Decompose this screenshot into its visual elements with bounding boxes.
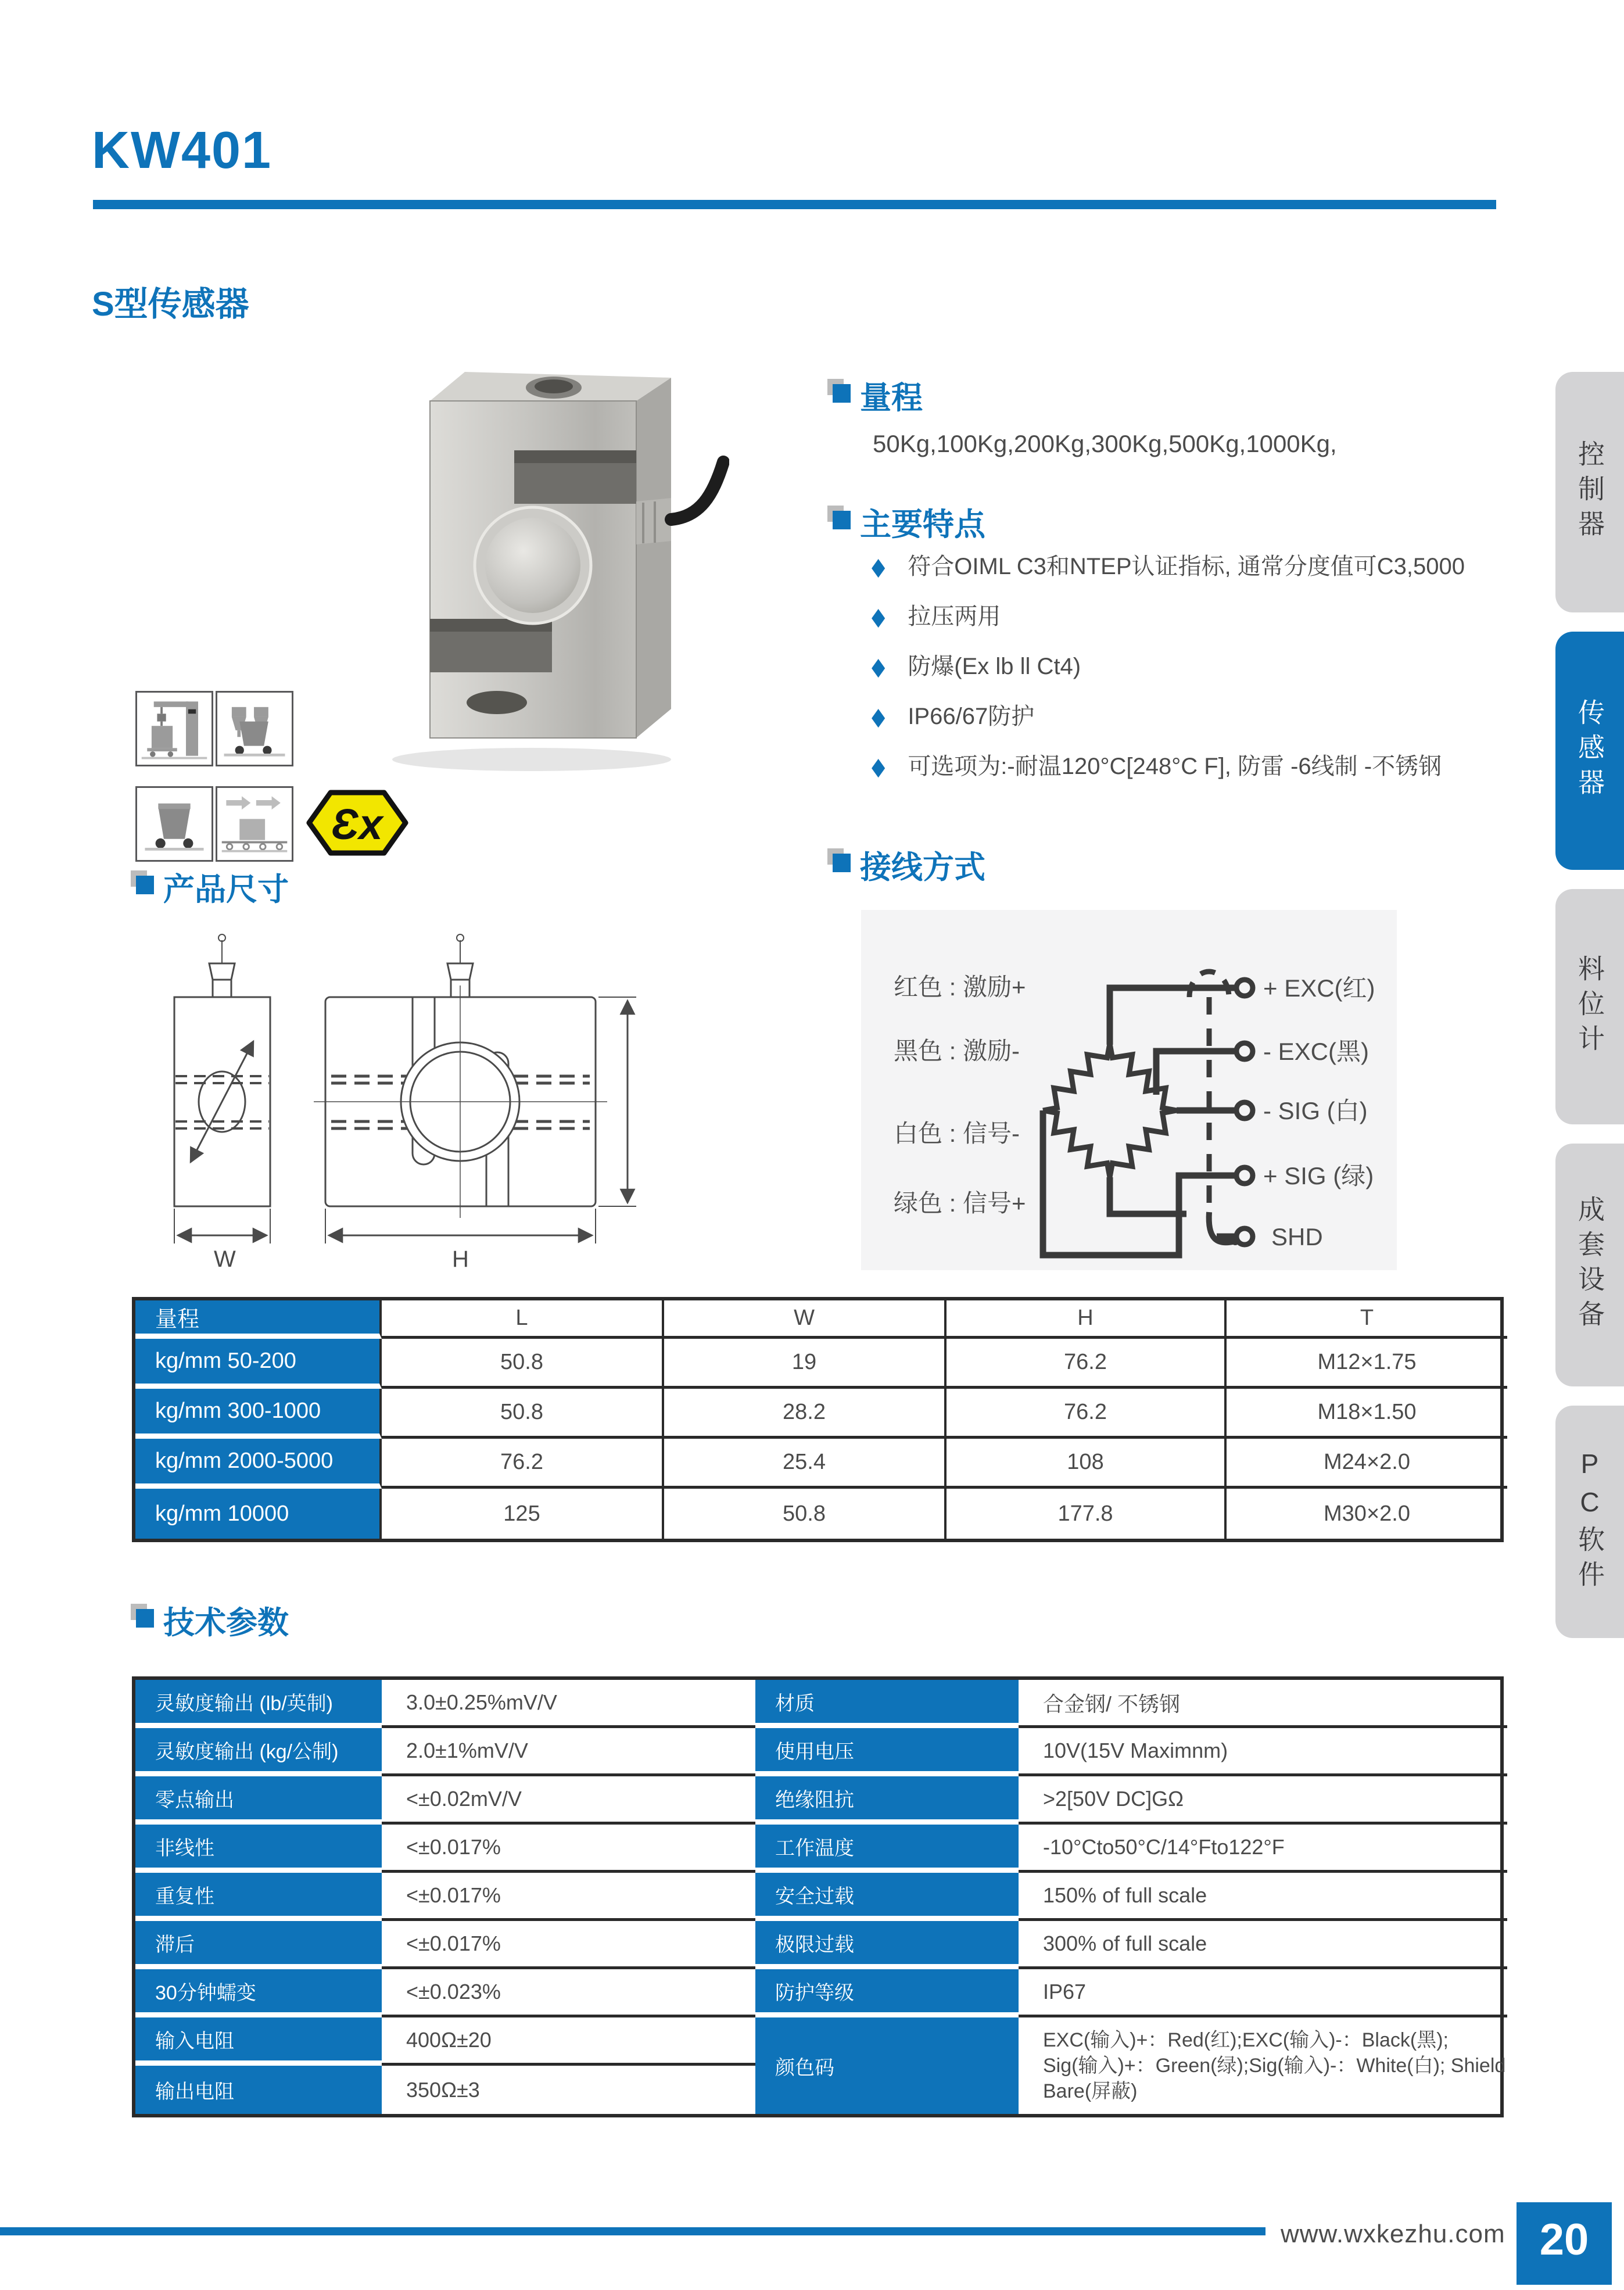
hopper-scale-icon — [135, 786, 213, 862]
sidebar-tab-sensors[interactable] — [1555, 632, 1624, 870]
row-label: 绝缘阻抗 — [755, 1776, 1019, 1825]
tab-label: 控制器 — [1575, 440, 1605, 544]
cell: 108 — [947, 1439, 1227, 1489]
row-label: 安全过载 — [755, 1873, 1019, 1921]
sidebar-tab-controllers[interactable] — [1555, 372, 1624, 612]
cell: <±0.02mV/V — [382, 1776, 755, 1825]
diamond-bullet-icon: ◆ — [872, 752, 886, 780]
spec-table — [132, 1676, 1504, 2117]
terminal-circles — [1236, 980, 1253, 1245]
wire-label: 黑色 : 激励- — [894, 1037, 1020, 1065]
table-row — [135, 1489, 1507, 1539]
column-header: L — [382, 1300, 664, 1339]
row-label: 灵敏度输出 (kg/公制) — [135, 1728, 382, 1776]
sidebar-tab-pc-software[interactable] — [1555, 1406, 1624, 1638]
diamond-bullet-icon: ◆ — [872, 603, 886, 630]
cell: 125 — [382, 1489, 664, 1539]
cell: 50.8 — [382, 1339, 664, 1389]
feature-text: 拉压两用 — [908, 604, 1001, 629]
feature-text: IP66/67防护 — [908, 704, 1035, 729]
cell: M30×2.0 — [1324, 1501, 1410, 1526]
tab-label: PC软件 — [1575, 1449, 1605, 1595]
product-photo-s-load-cell — [322, 346, 729, 787]
cell: 300% of full scale — [1019, 1921, 1507, 1969]
row-label: 30分钟蠕变 — [135, 1969, 382, 2017]
cell: >2[50V DC]GΩ — [1019, 1776, 1507, 1825]
cell: 76.2 — [382, 1439, 664, 1489]
cell: 150% of full scale — [1019, 1873, 1507, 1921]
row-label: 重复性 — [135, 1873, 382, 1921]
cell: <±0.017% — [382, 1825, 755, 1873]
row-label: kg/mm 300-1000 — [135, 1389, 382, 1439]
row-label: 极限过载 — [755, 1921, 1019, 1969]
range-values: 50Kg,100Kg,200Kg,300Kg,500Kg,1000Kg, — [873, 430, 1337, 457]
section-marker-icon — [131, 1604, 159, 1632]
dim-label-h: H — [452, 1246, 469, 1272]
cell: 10V(15V Maximnm) — [1019, 1728, 1507, 1776]
diamond-bullet-icon: ◆ — [872, 553, 886, 580]
row-label: 颜色码 — [755, 2017, 1019, 2114]
row-label: 输出电阻 — [135, 2066, 382, 2114]
row-label: kg/mm 2000-5000 — [135, 1439, 382, 1489]
terminal-label: + EXC(红) — [1263, 974, 1375, 1002]
terminal-label: - SIG (白) — [1263, 1097, 1368, 1124]
row-label: 材质 — [755, 1680, 1019, 1728]
feature-text: 符合OIML C3和NTEP认证指标, 通常分度值可C3,5000 — [908, 554, 1465, 579]
section-title: 技术参数 — [163, 1605, 289, 1640]
table-row — [135, 1825, 1507, 1873]
cell: 合金钢/ 不锈钢 — [1019, 1680, 1507, 1728]
hoist-scale-icon — [135, 691, 213, 766]
table-row — [135, 1728, 1507, 1776]
cell: M18×1.50 — [1227, 1389, 1507, 1439]
column-header: H — [947, 1300, 1227, 1339]
cell: <±0.023% — [382, 1969, 755, 2017]
dimension-table — [132, 1297, 1504, 1542]
section-title: 接线方式 — [860, 850, 985, 885]
title-divider — [93, 200, 1496, 209]
wiring-diagram — [861, 910, 1397, 1270]
list-item — [872, 553, 1557, 580]
list-item — [872, 703, 1557, 730]
ex-certification-logo — [302, 784, 413, 861]
cell: 50.8 — [664, 1489, 947, 1539]
cell: 177.8 — [947, 1489, 1227, 1539]
table-row — [135, 1389, 1507, 1439]
photo-shadow — [392, 748, 671, 771]
cell: 400Ω±20 — [382, 2017, 755, 2066]
cell: M12×1.75 — [1227, 1339, 1507, 1389]
cable — [671, 462, 723, 519]
wire-label: 红色 : 激励+ — [894, 973, 1026, 1001]
ex-logo-text: Ɛx — [331, 800, 383, 848]
tab-label: 成套设备 — [1575, 1195, 1605, 1335]
terminal-label: SHD — [1271, 1223, 1323, 1250]
row-label: 非线性 — [135, 1825, 382, 1873]
cell: 2.0±1%mV/V — [382, 1728, 755, 1776]
cell: IP67 — [1019, 1969, 1507, 2017]
section-marker-icon — [827, 379, 855, 407]
table-row — [135, 2017, 1507, 2066]
list-item — [872, 653, 1557, 680]
dim-label-w: W — [214, 1246, 236, 1272]
page-title: KW401 — [92, 121, 273, 180]
section-marker-icon — [827, 506, 855, 533]
table-row — [135, 1339, 1507, 1389]
table-row — [135, 1873, 1507, 1921]
cell: 19 — [664, 1339, 947, 1389]
row-label: 工作温度 — [755, 1825, 1019, 1873]
terminal-label: + SIG (绿) — [1263, 1162, 1374, 1189]
dual-hopper-scale-icon — [216, 691, 293, 766]
column-header: 量程 — [135, 1300, 382, 1339]
table-row — [135, 1776, 1507, 1825]
column-header: W — [664, 1300, 947, 1339]
conveyor-scale-icon — [216, 786, 293, 862]
dimension-drawing — [139, 930, 813, 1278]
row-label: 防护等级 — [755, 1969, 1019, 2017]
cell: <±0.017% — [382, 1873, 755, 1921]
row-label: 输入电阻 — [135, 2017, 382, 2066]
cell: EXC(输入)+：Red(红);EXC(输入)-：Black(黑); Sig(输入)+：Green(绿);Sig(输入)-：White(白); Shield Bare(屏蔽) — [1043, 2029, 1506, 2102]
row-label: 灵敏度输出 (lb/英制) — [135, 1680, 382, 1728]
table-row — [135, 1680, 1507, 1728]
cell: 350Ω±3 — [406, 2077, 480, 2102]
list-item — [872, 753, 1557, 780]
sidebar-tab-level-meters[interactable] — [1555, 889, 1624, 1124]
tab-label: 传感器 — [1575, 698, 1605, 803]
table-header-row — [135, 1300, 1507, 1339]
cell: 50.8 — [382, 1389, 664, 1439]
feature-list — [872, 553, 1557, 803]
cell: 76.2 — [947, 1339, 1227, 1389]
cell: 28.2 — [664, 1389, 947, 1439]
wire-label: 白色 : 信号- — [894, 1120, 1020, 1147]
section-title: 产品尺寸 — [163, 872, 289, 907]
section-marker-icon — [827, 848, 855, 876]
terminal-label: - EXC(黑) — [1263, 1038, 1369, 1065]
row-label: 滞后 — [135, 1921, 382, 1969]
cell: -10°Cto50°C/14°Fto122°F — [1019, 1825, 1507, 1873]
wire-label: 绿色 : 信号+ — [894, 1189, 1026, 1217]
row-label: 零点输出 — [135, 1776, 382, 1825]
cell: 25.4 — [664, 1439, 947, 1489]
section-title: 主要特点 — [860, 507, 985, 542]
page-number-badge: 20 — [1517, 2202, 1612, 2285]
feature-text: 可选项为:-耐温120°C[248°C F], 防雷 -6线制 -不锈钢 — [908, 754, 1442, 779]
feature-text: 防爆(Ex lb ll Ct4) — [908, 654, 1081, 679]
section-marker-icon — [131, 870, 159, 898]
footer-divider — [0, 2227, 1265, 2235]
product-subtitle: S型传感器 — [92, 285, 249, 323]
tab-label: 料位计 — [1575, 954, 1605, 1059]
cell: 3.0±0.25%mV/V — [382, 1680, 755, 1728]
row-label: kg/mm 10000 — [135, 1489, 382, 1539]
cell: <±0.017% — [382, 1921, 755, 1969]
table-row — [135, 1969, 1507, 2017]
table-row — [135, 1921, 1507, 1969]
row-label: 使用电压 — [755, 1728, 1019, 1776]
list-item — [872, 603, 1557, 630]
section-title: 量程 — [860, 381, 923, 415]
sidebar-tab-complete-equipment[interactable] — [1555, 1144, 1624, 1386]
cell: M24×2.0 — [1227, 1439, 1507, 1489]
table-row — [135, 1439, 1507, 1489]
website-link[interactable]: www.wxkezhu.com — [1281, 2220, 1505, 2248]
row-label: kg/mm 50-200 — [135, 1339, 382, 1389]
column-header: T — [1227, 1300, 1507, 1339]
cell: 76.2 — [947, 1389, 1227, 1439]
wiring-diagram-panel — [861, 910, 1397, 1270]
diamond-bullet-icon: ◆ — [872, 703, 886, 730]
diamond-bullet-icon: ◆ — [872, 653, 886, 680]
